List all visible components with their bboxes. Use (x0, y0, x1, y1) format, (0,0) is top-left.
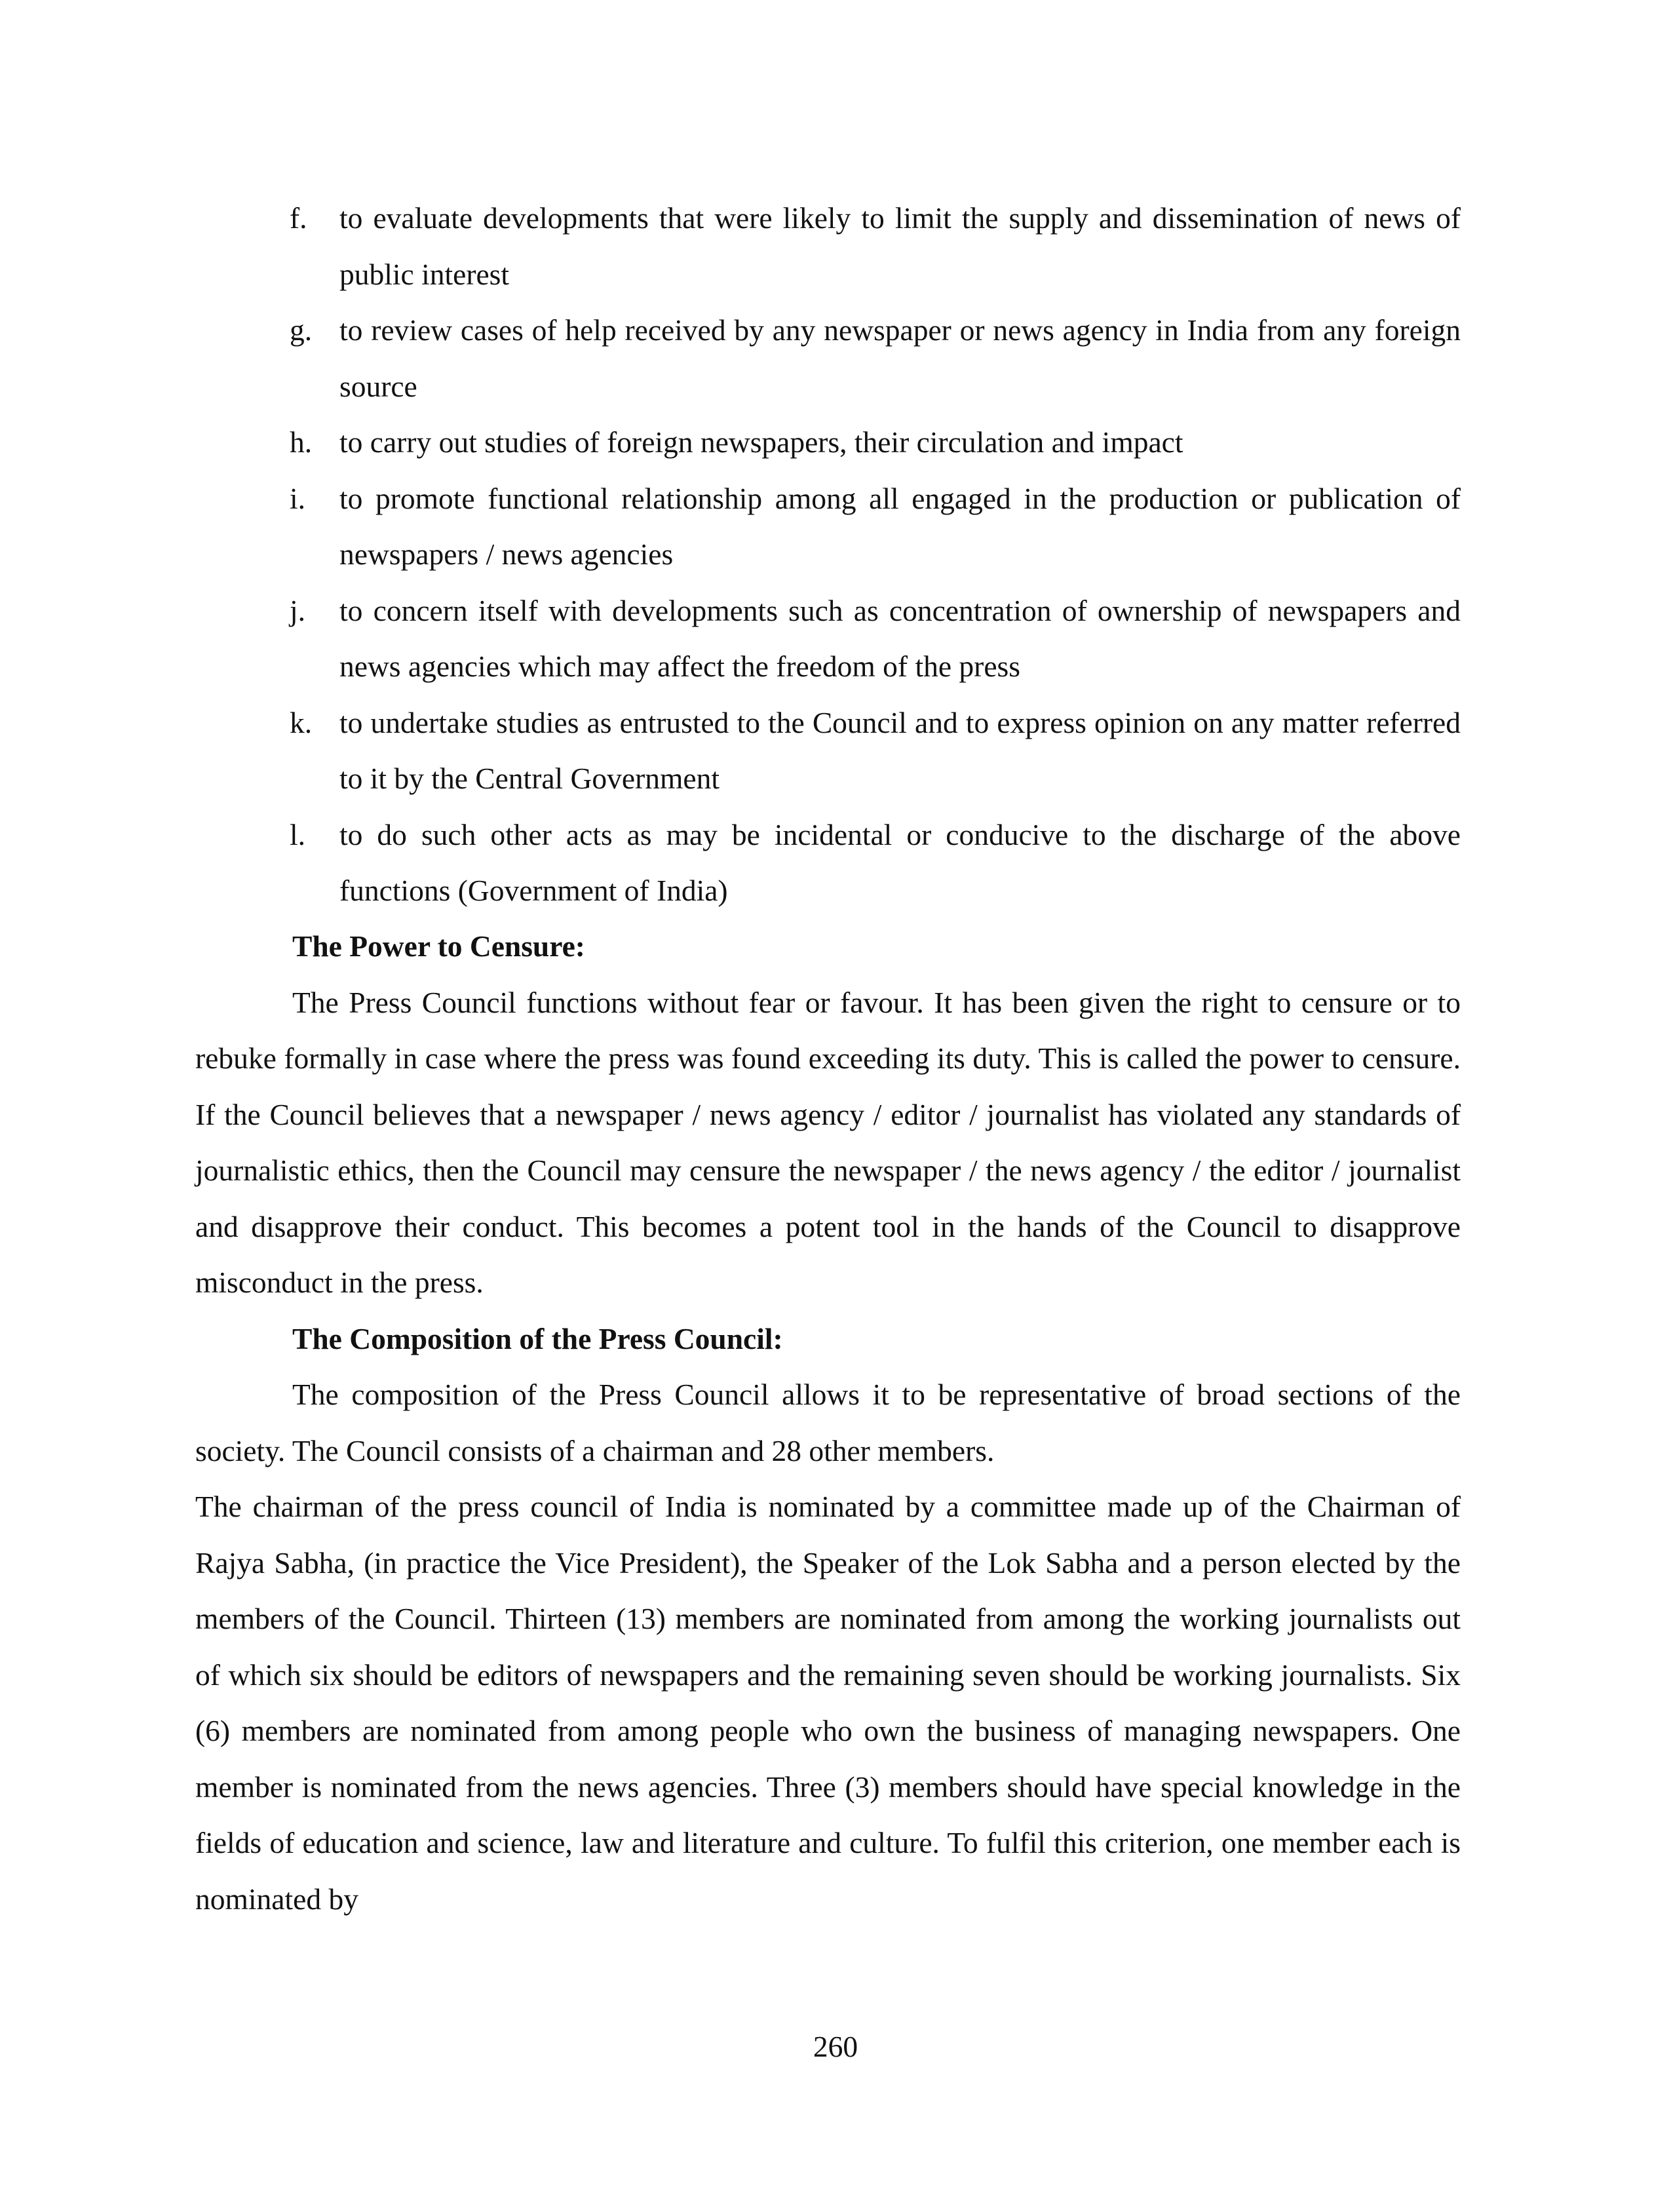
body-text (195, 918, 1461, 1927)
list-item-text: to undertake studies as entrusted to the Council and to express opinion on any matter referred to it by the Central Government (339, 705, 1461, 795)
list-item-text: to promote functional relationship among all engaged in the production or publication of newspapers / news agencies (339, 481, 1461, 571)
composition-heading: The Composition of the Press Council: (292, 1321, 783, 1355)
functions-list (0, 190, 1671, 919)
list-marker: k. (290, 705, 313, 739)
composition-paragraph-1: The composition of the Press Council allows it to be representative of broad sections of the society. The Council consists of a chairman and 28 other members. (195, 1378, 1461, 1467)
list-item-text: to review cases of help received by any newspaper or news agency in India from any foreign source (339, 313, 1461, 403)
list-item (290, 695, 1461, 807)
list-item-text: to evaluate developments that were likely to limit the supply and dissemination of news of public interest (339, 201, 1461, 291)
composition-paragraph-2: The chairman of the press council of India is nominated by a committee made up of the Chairman of Rajya Sabha, (in practice the Vice President), the Speaker of the Lok Sabha and a person elected by the members of the Council. Thirteen (13) members are nominated from among the working journalists out of which six should be editors of newspapers and the remaining seven should be working journalists. Six (6) members are nominated from among people who own the business of managing newspapers. One member is nominated from the news agencies. Three (3) members should have special knowledge in the fields of education and science, law and literature and culture. To fulfil this criterion, one member each is nominated by (195, 1490, 1461, 1916)
list-marker: f. (290, 201, 307, 235)
censure-heading: The Power to Censure: (292, 929, 585, 963)
list-marker: i. (290, 481, 306, 515)
censure-paragraph: The Press Council functions without fear or favour. It has been given the right to censure or to rebuke formally in case where the press was found exceeding its duty. This is called the power to censure. If the Council believes that a newspaper / news agency / editor / journalist has violated any standards of journalistic ethics, then the Council may censure the newspaper / the news agency / the editor / journalist and disapprove their conduct. This becomes a potent tool in the hands of the Council to disapprove misconduct in the press. (195, 985, 1461, 1299)
list-item (290, 471, 1461, 583)
list-marker: g. (290, 313, 313, 347)
list-item-text: to concern itself with developments such as concentration of ownership of newspapers and news agencies which may affect the freedom of the press (339, 593, 1461, 683)
list-item (290, 414, 1461, 471)
list-item (290, 807, 1461, 919)
list-item (290, 583, 1461, 695)
list-marker: j. (290, 593, 306, 627)
list-marker: h. (290, 425, 313, 459)
list-marker: l. (290, 817, 306, 851)
list-item-text: to carry out studies of foreign newspapers, their circulation and impact (339, 425, 1183, 459)
page-number: 260 (813, 2030, 858, 2063)
list-item (290, 302, 1461, 414)
list-item-text: to do such other acts as may be incidental or conducive to the discharge of the above functions (Government of India) (339, 817, 1461, 907)
list-item (290, 190, 1461, 302)
